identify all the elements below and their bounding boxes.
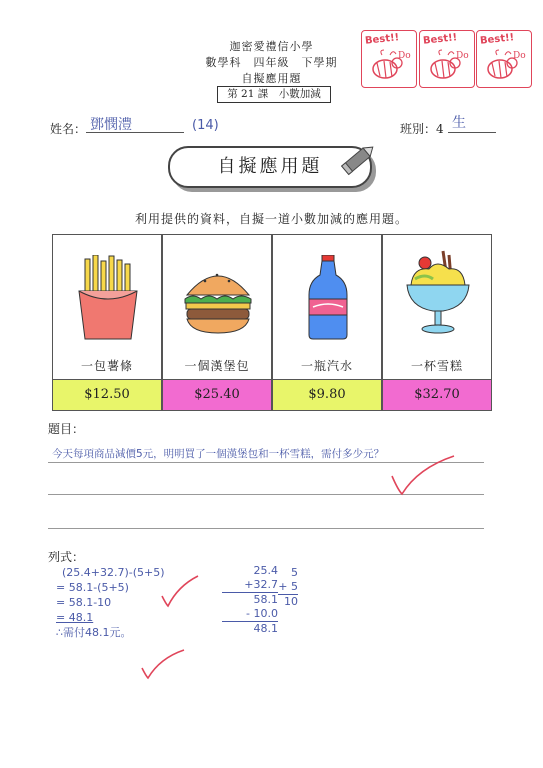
check-mark-icon [388,450,458,500]
question-text: 今天每項商品減價5元，明明買了一個漢堡包和一杯雪糕，需付多少元？ [52,448,385,460]
formula-lines [56,565,165,640]
school-name: 迦密愛禮信小學 [229,40,314,53]
calc-sum: 10 [284,595,298,608]
best-stamp [419,30,475,88]
stamp-sub: Do [456,51,469,61]
item-card-ice-cream [382,234,492,411]
item-price: $9.80 [273,379,381,410]
calc-subtrahend: - 10.0 [222,607,278,622]
calc-addend: 25.4 [253,564,278,577]
item-name: 一個漢堡包 [184,359,250,373]
worksheet-type: 自擬應用題 [241,72,302,85]
calc-sum: 58.1 [253,593,278,606]
formula-line: = 58.1-10 [56,596,112,609]
lesson-label: 第 21 課 小數加減 [217,86,331,103]
class-field [448,115,496,133]
ice-cream-icon [403,249,473,339]
subject-line: 數學科 四年級 下學期 [205,56,338,69]
check-mark-icon [140,646,186,680]
check-mark-icon [160,572,200,608]
formula-line: (25.4+32.7)-(5+5) [62,566,165,579]
burger-icon [183,255,253,340]
soda-bottle-icon [293,255,363,340]
formula-line: = 48.1 [56,611,94,624]
banner-title: 自擬應用題 [168,146,372,188]
item-price: $25.40 [163,379,271,410]
item-name: 一包薯條 [80,359,133,373]
item-card-fries [52,234,162,411]
answer-line [48,528,484,529]
stamp-text: Best!! [364,32,400,47]
vertical-calc-small [278,566,298,609]
stamp-text: Best!! [479,32,515,47]
stamp-text: Best!! [422,32,458,47]
best-stamp [476,30,532,88]
best-stamp [361,30,417,88]
item-name: 一瓶汽水 [300,359,353,373]
name-label: 姓名： [50,122,87,136]
item-price: $32.70 [383,379,491,410]
name-value: 鄧憫澧 [90,117,132,133]
name-field [86,118,184,133]
student-number: (14) [192,118,219,133]
pencil-icon [336,140,378,182]
stamp-sub: Do [513,51,526,61]
calc-result: 48.1 [253,622,278,635]
calc-addend: 5 [291,566,298,579]
class-label: 班別：4 [400,122,444,136]
class-value: 生 [452,115,466,131]
item-name: 一杯雪糕 [410,359,463,373]
formula-label: 列式： [48,550,85,564]
item-card-burger [162,234,272,411]
fries-icon [73,255,143,340]
stamp-sub: Do [398,51,411,61]
question-label: 題目： [48,422,85,436]
item-price: $12.50 [53,379,161,410]
instruction: 利用提供的資料，自擬一道小數加減的應用題。 [134,212,408,226]
formula-line: = 58.1-(5+5) [56,581,129,594]
item-card-soda [272,234,382,411]
formula-line: ∴需付48.1元。 [56,626,132,639]
calc-addend: + 5 [278,580,298,593]
calc-addend: +32.7 [222,578,278,593]
vertical-calc [222,564,278,636]
